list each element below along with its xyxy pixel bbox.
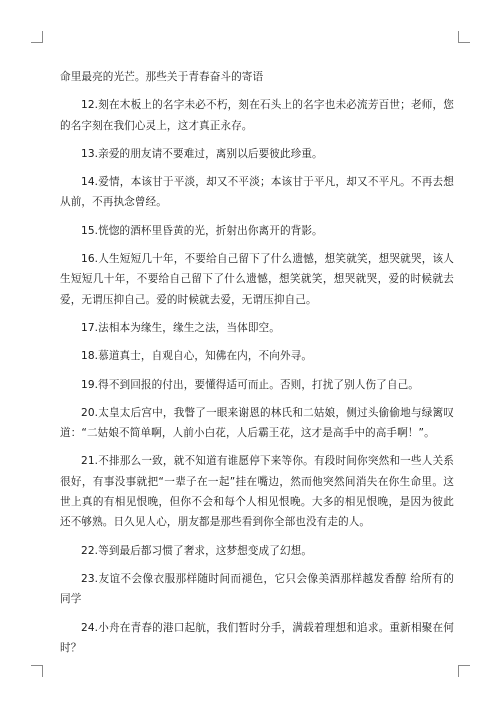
paragraph: 14.爱情，本该甘于平淡，却又不平淡；本该甘于平凡，却又不平凡。不再去想从前，不再执念曾经。 xyxy=(60,176,454,209)
crop-mark-bottom-left xyxy=(31,665,43,677)
paragraph: 19.得不到回报的付出，要懂得适可而止。否则，打扰了别人伤了自己。 xyxy=(81,378,419,391)
paragraph: 21.不排那么一致，就不知道有谁愿停下来等你。有段时间你突然和一些人关系很好，有事没事就把“一辈子在一起”挂在嘴边，然而他突然间消失在你生命里。这世上真的有相见恨晚，但你不会和每个人相见恨晚。大多的相见恨晚，是因为彼此还不够熟。日久见人心，朋友都是那些看到你全部也没有走的人。 xyxy=(60,455,454,529)
paragraph: 20.太皇太后宫中，我瞥了一眼来谢恩的林氏和二姑娘，侧过头偷偷地与绿篱叹道：“二姑娘不简单啊，人前小白花，人后霸王花，这才是高手中的高手啊！”。 xyxy=(60,406,454,440)
paragraph: 命里最亮的光芒。那些关于青春奋斗的寄语 xyxy=(60,71,264,83)
crop-mark-top-left xyxy=(31,31,43,43)
paragraph: 23.友谊不会像衣服那样随时间而褪色，它只会像美酒那样越发香醇 给所有的同学 xyxy=(60,572,454,606)
crop-mark-top-right xyxy=(458,31,470,43)
paragraph: 16.人生短短几十年，不要给自己留下了什么遗憾，想笑就笑，想哭就哭，该人生短短几十年，不要给自己留下了什么遗憾，想笑就笑，想哭就哭，爱的时候就去爱，无谓压抑自己。爱的时候就去爱，无谓压抑自己。 xyxy=(60,253,454,306)
paragraph: 12.刻在木板上的名字未必不朽，刻在石头上的名字也未必流芳百世；老师，您的名字刻在我们心灵上，这才真正永存。 xyxy=(60,99,454,132)
document-body xyxy=(60,67,454,666)
paragraph: 22.等到最后都习惯了奢求，这梦想变成了幻想。 xyxy=(81,544,313,557)
paragraph: 15.恍惚的酒杯里昏黄的光，折射出你离开的背影。 xyxy=(81,224,323,237)
crop-mark-bottom-right xyxy=(458,665,470,677)
paragraph: 13.亲爱的朋友请不要难过，离别以后要彼此珍重。 xyxy=(81,147,323,160)
paragraph: 18.慕道真士，自观自心，知佛在内，不向外寻。 xyxy=(81,350,313,363)
paragraph: 17.法相本为缘生，缘生之法，当体即空。 xyxy=(81,321,280,334)
paragraph: 24.小舟在青春的港口起航，我们暂时分手，满载着理想和追求。重新相聚在何时？ xyxy=(60,621,454,654)
